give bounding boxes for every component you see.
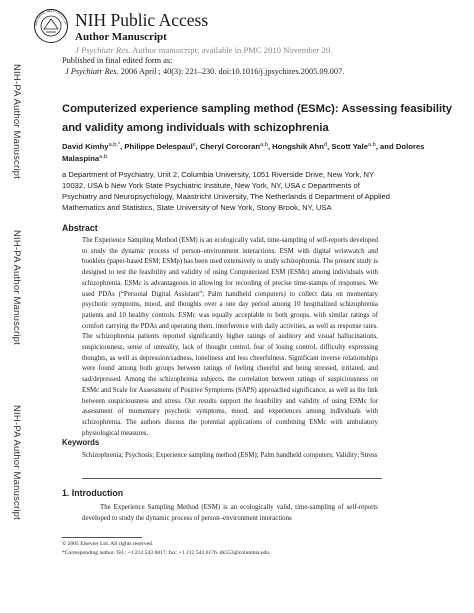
author-manuscript-label: Author Manuscript	[75, 31, 167, 43]
footnote-divider	[62, 537, 142, 538]
nih-public-access-title: NIH Public Access	[75, 10, 209, 30]
abstract-heading: Abstract	[62, 223, 98, 233]
published-label: Published in final edited form as:	[62, 56, 173, 65]
side-label-top: NIH-PA Author Manuscript	[11, 64, 22, 179]
corresponding-label: *Corresponding author.	[62, 550, 115, 556]
author: Scott Yale$^{a,b}$	[331, 142, 376, 151]
author: David Kimhy$^{a,b,*}$	[62, 142, 121, 151]
side-label-middle: NIH-PA Author Manuscript	[11, 230, 22, 345]
publication-info	[62, 55, 452, 77]
citation-line	[62, 66, 452, 77]
affiliations: a Department of Psychiatry, Unit 2, Columbia University, 1051 Riverside Drive, New York, NY 10032, USA b New York State Psychiatric Institute, New York, NY, USA c Departments of Psychiatry and Neuropsychology, Maastricht University, The Netherlands d Department of Applied Mathematics and Statistics, State University of New York, Stony Brook, NY, USA	[62, 170, 390, 212]
nih-seal-logo	[33, 8, 69, 44]
citation-details: 2006 April ; 40(3): 221–230. doi:10.1016/j.jpsychires.2005.09.007.	[118, 67, 345, 76]
author: Hongshik Ahn$^d$	[272, 142, 328, 151]
citation-journal: J Psychiatr Res.	[65, 67, 119, 76]
footnotes	[62, 540, 452, 558]
pmc-availability-text: Author manuscript; available in PMC 2010 November 29.	[130, 45, 333, 55]
author: Cheryl Corcoran$^{a,b}$	[199, 142, 268, 151]
author: Philippe Delespaul$^c$	[124, 142, 196, 151]
corresponding-contact: Tel.: +1 212 543 6817; fax: +1 212 543 6176. dk553@columbia.edu.	[114, 550, 271, 556]
corresponding-author-note	[62, 549, 452, 558]
section-divider	[82, 478, 382, 479]
copyright-note: © 2005 Elsevier Ltd. All rights reserved.	[62, 541, 154, 547]
abstract-text: The Experience Sampling Method (ESM) is an ecologically valid, time-sampling of self-reports developed to study the dynamic process of person–environment interactions. ESM with digital wristwatch and booklets (paper-based ESM; ESMp) has been used extensively to study schizophrenia. The present study is designed to test the feasibility and validity of using Computerized ESM (ESMc) among individuals with schizophrenia. ESMc is advantageous in allowing for recording of precise time-stamps of responses. We used PDAs (“Personal Digital Assistant”; Palm handheld computers) to collect data on momentary psychotic symptoms, mood, and thoughts over a one day period among 10 hospitalized schizophrenia patients and 10 healthy controls. ESMc was equally acceptable to both groups, with similar ratings of comfort carrying the PDAs and operating them, interference with daily activities, as well as response rates. The schizophrenia patients reported significantly higher ratings of auditory and visual hallucinations, suspiciousness, sense of unreality, lack of thought control, fear of losing control, difficulty expressing thoughts, as well as depression/sadness, loneliness and less cheerfulness. Significant inverse relationships were found among both groups between ratings of feeling cheerful and being stressed, irritated, and sad/depressed. Among the schizophrenia subjects, the correlation between ratings of suspiciousness on ESMc and Scale for Assessment of Positive Symptoms (SAPS) approached significance, as well as the link between suspiciousness and stress. Our results support the feasibility and validity of using ESMc for assessment of momentary psychotic symptoms, mood, and experiences among individuals with schizophrenia. The authors discuss the potential applications of combining ESMc with ambulatory physiological measures.	[82, 237, 378, 437]
introduction-heading: 1. Introduction	[62, 488, 124, 498]
svg-text:NATIONAL INSTITUTES OF HEALTH: NATIONAL INSTITUTES OF	[33, 8, 69, 27]
pmc-availability	[75, 45, 332, 55]
side-label-bottom: NIH-PA Author Manuscript	[11, 405, 22, 520]
side-strip	[0, 0, 26, 613]
pmc-journal: J Psychiatr Res.	[75, 45, 131, 55]
author-list: David Kimhy$^{a,b,*}$, Philippe Delespaul$^c$, Cheryl Corcoran$^{a,b}$, Hongshik Ahn$^d$, Scott Yale$^{a,b}$, and Dolores Malaspina$^{a,b}$	[62, 142, 425, 163]
keywords-heading: Keywords	[62, 438, 100, 447]
keywords-text: Schizophrenia; Psychosis; Experience sampling method (ESM); Palm handheld computers; Validity; Stress	[82, 452, 378, 459]
author: Dolores Malaspina$^{a,b}$	[62, 142, 425, 163]
introduction-text: The Experience Sampling Method (ESM) is an ecologically valid, time-sampling of self-reports developed to study the dynamic process of person–environment interactions	[82, 504, 378, 522]
article-title: Computerized experience sampling method (ESMc): Assessing feasibility and validity among individuals with schizophrenia	[62, 103, 452, 134]
